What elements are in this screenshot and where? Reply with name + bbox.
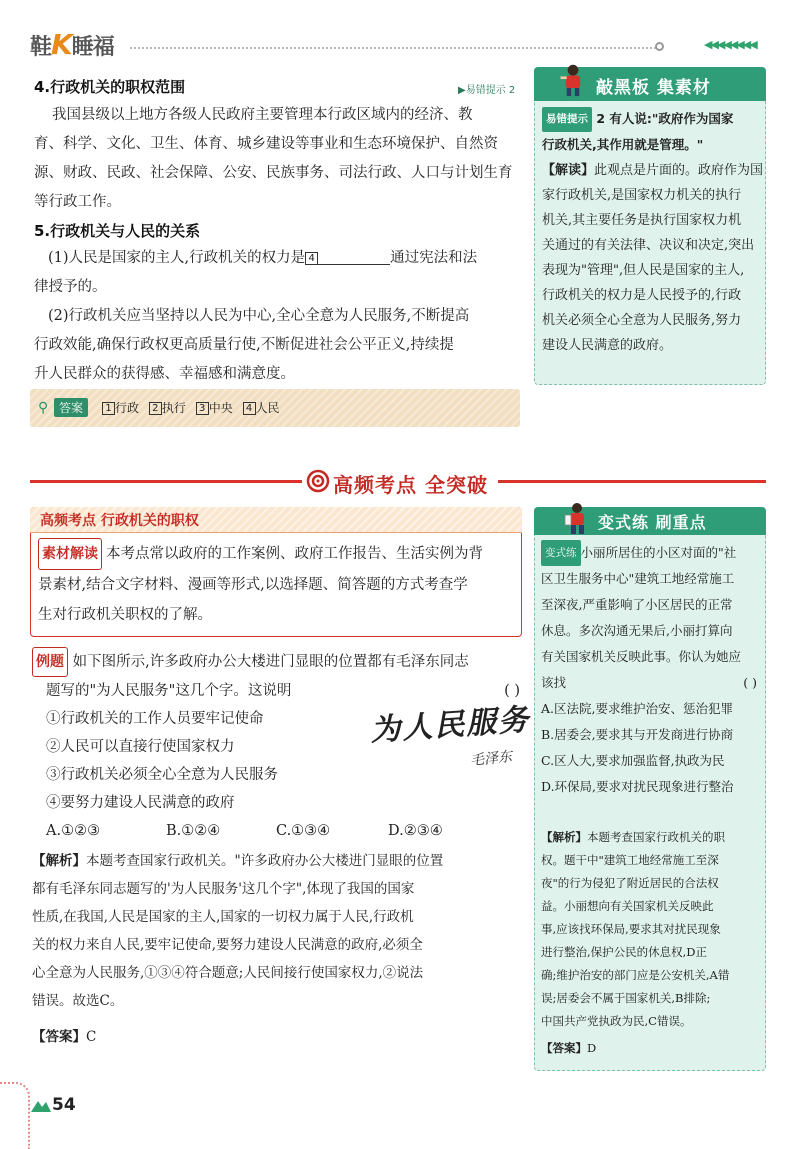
text-line: 建设人民满意的政府。 — [542, 338, 673, 353]
text-line: 心全意为人民服务,①③④符合题意;人民间接行使国家权力,②说法 — [32, 965, 424, 981]
text-line: 等行政工作。 — [34, 194, 121, 210]
section-4-body — [34, 101, 520, 217]
practice-option-b[interactable]: B.居委会,要求其与开发商进行协商 — [541, 727, 734, 742]
text-line: 家行政机关,是国家权力机关的执行 — [542, 188, 742, 203]
material-body — [38, 538, 516, 630]
text-line: 升人民群众的获得感、幸福感和满意度。 — [34, 366, 295, 382]
text-line: 进行整治,保护公民的休息权,D正 — [541, 945, 708, 959]
text-line: 机关,其主要任务是执行国家权力机 — [542, 213, 742, 228]
text-line: 误;居委会不属于国家机关,B排除; — [541, 991, 711, 1005]
example-option: ④要努力建设人民满意的政府 — [46, 795, 235, 811]
material-box-title: 高频考点 行政机关的职权 — [40, 513, 199, 529]
example-analysis — [32, 847, 522, 1051]
text-line: (2)行政机关应当坚持以人民为中心,全心全意为人民服务,不断提高 — [48, 308, 470, 324]
text-line: 育、科学、文化、卫生、体育、城乡建设等事业和生态环境保护、自然资 — [34, 136, 498, 152]
text-line: 表现为"管理",但人民是国家的主人, — [542, 263, 745, 278]
text-line: 【解读】此观点是片面的。政府作为国 — [542, 163, 764, 178]
practice-analysis — [541, 826, 763, 1060]
example-option: ②人民可以直接行使国家权力 — [46, 739, 235, 755]
choice-b[interactable]: B.①②④ — [166, 823, 221, 839]
text-line: 错误。故选C。 — [32, 993, 124, 1009]
text-line: 权。题干中"建筑工地经常施工至深 — [541, 853, 719, 867]
section-4-title: 4.行政机关的职权范围 — [34, 78, 186, 96]
practice-answer: 【答案】D — [541, 1041, 597, 1055]
calligraphy-image: 为人民服务 — [369, 702, 532, 749]
blank-number: 4 — [305, 252, 318, 265]
divider-title: 高频考点 全突破 — [333, 473, 488, 497]
example-tag: 例题 — [32, 647, 68, 677]
calligraphy-signature: 毛泽东 — [469, 748, 513, 770]
text-line: 性质,在我国,人民是国家的主人,国家的一切权力属于人民,行政机 — [32, 909, 414, 925]
practice-panel-header — [534, 507, 766, 535]
answer-text: 执行 — [161, 401, 186, 415]
target-icon — [306, 469, 330, 493]
example-option: ③行政机关必须全心全意为人民服务 — [46, 767, 278, 783]
panel1-question: 易错提示 2 有人说:"政府作为国家 行政机关,其作用就是管理。" — [542, 106, 762, 157]
answer-num: 1 — [102, 402, 115, 415]
section-5-title: 5.行政机关与人民的关系 — [34, 222, 201, 240]
key-icon: ⚲ — [38, 400, 49, 416]
header-dotted-rule — [130, 47, 660, 49]
choice-d[interactable]: D.②③④ — [388, 823, 443, 839]
text-line: 变式练 小丽所居住的小区对面的"社 — [541, 540, 763, 566]
footer-decoration — [0, 1082, 30, 1149]
text-line: 益。小丽想向有关国家机关反映此 — [541, 899, 714, 913]
text-line: 【解析】本题考查国家行政机关。"许多政府办公大楼进门显眼的位置 — [32, 853, 444, 869]
text-line: 确;维护治安的部门应是公安机关,A错 — [541, 968, 730, 982]
answer-num: 3 — [196, 402, 209, 415]
section-divider — [30, 466, 766, 496]
text-line: 题写的"为人民服务"这几个字。这说明 ( ) — [32, 677, 520, 705]
text-line: 休息。多次沟通无果后,小丽打算向 — [541, 623, 733, 638]
answer-items — [96, 399, 280, 416]
student-figure-icon — [562, 501, 592, 535]
answer-label: 答案 — [54, 398, 88, 417]
answer-num: 4 — [243, 402, 256, 415]
material-tag: 素材解读 — [38, 538, 102, 570]
answer-bracket[interactable]: ( ) — [743, 675, 757, 690]
text-line: 关的权力来自人民,要牢记使命,要努力建设人民满意的政府,必须全 — [32, 937, 423, 953]
text-line: 行政机关,其作用就是管理。" — [542, 137, 704, 152]
answer-text: 中央 — [208, 401, 233, 415]
text-line: 关通过的有关法律、决议和决定,突出 — [542, 238, 755, 253]
text-line: 我国县级以上地方各级人民政府主要管理本行政区域内的经济、教 — [52, 107, 473, 123]
blackboard-panel-title: 敲黑板 集素材 — [596, 78, 711, 98]
text-line: 中国共产党执政为民,C错误。 — [541, 1014, 692, 1028]
page-header — [0, 0, 800, 70]
text-line: 事,应该找环保局,要求其对扰民现象 — [541, 922, 721, 936]
arrows-decoration-icon: ◀◀◀◀◀◀◀◀ — [704, 38, 756, 51]
example-question — [32, 647, 520, 845]
text-line: 至深夜,严重影响了小区居民的正常 — [541, 597, 733, 612]
practice-option-d[interactable]: D.环保局,要求对扰民现象进行整治 — [541, 779, 734, 794]
answer-bar — [30, 389, 520, 427]
section-5-body — [34, 244, 520, 389]
text-line: 源、财政、民政、社会保障、公安、民族事务、司法行政、人口与计划生育 — [34, 165, 513, 181]
blackboard-panel-header — [534, 67, 766, 101]
brand-logo: 鞋K睡福 — [30, 28, 114, 61]
header-ring-icon — [655, 42, 664, 51]
mistake-tip-tag: 易错提示 — [542, 107, 592, 132]
text-line: 生对行政机关职权的了解。 — [38, 607, 212, 623]
answer-text: 行政 — [115, 401, 140, 415]
text-line: 该找 ( ) — [541, 670, 763, 696]
answer-num: 2 — [149, 402, 162, 415]
text-line: 律授予的。 — [34, 279, 107, 295]
text-line: 有关国家机关反映此事。你认为她应 — [541, 649, 742, 664]
hint-link[interactable]: ▶易错提示 2 — [458, 85, 516, 96]
page-badge-icon — [30, 1098, 52, 1114]
text-line: 景素材,结合文字材料、漫画等形式,以选择题、简答题的方式考查学 — [38, 577, 468, 593]
fill-blank[interactable] — [318, 249, 390, 265]
page-number: 54 — [52, 1095, 76, 1115]
text-line: 例题 如下图所示,许多政府办公大楼进门显眼的位置都有毛泽东同志 — [32, 647, 520, 677]
example-option: ①行政机关的工作人员要牢记使命 — [46, 711, 264, 727]
panel1-reading — [542, 158, 764, 358]
practice-panel-title: 变式练 刷重点 — [598, 513, 707, 532]
text-line: 行政机关的权力是人民授予的,行政 — [542, 288, 742, 303]
answer-bracket[interactable]: ( ) — [504, 683, 520, 699]
example-answer: 【答案】C — [32, 1029, 97, 1045]
text-line: 【解析】本题考查国家行政机关的职 — [541, 830, 725, 844]
teacher-figure-icon — [556, 63, 590, 97]
answer-text: 人民 — [255, 401, 280, 415]
choice-a[interactable]: A.①②③ — [46, 823, 101, 839]
choice-c[interactable]: C.①③④ — [276, 823, 331, 839]
example-choices — [32, 817, 520, 845]
text-line: 区卫生服务中心"建筑工地经常施工 — [541, 571, 735, 586]
text-line: 行政效能,确保行政权更高质量行使,不断促进社会公平正义,持续提 — [34, 337, 454, 353]
practice-question — [541, 540, 763, 800]
practice-option-c[interactable]: C.区人大,要求加强监督,执政为民 — [541, 753, 725, 768]
text-line: 机关必须全心全意为人民服务,努力 — [542, 313, 742, 328]
text-line: 夜"的行为侵犯了附近居民的合法权 — [541, 876, 719, 890]
practice-option-a[interactable]: A.区法院,要求维护治安、惩治犯罪 — [541, 701, 733, 716]
material-box-header — [30, 507, 522, 533]
text-line: 都有毛泽东同志题写的'为人民服务'这几个字",体现了我国的国家 — [32, 881, 415, 897]
text-line: (1)人民是国家的主人,行政机关的权力是 4 通过宪法和法 — [48, 250, 478, 266]
practice-tag: 变式练 — [541, 540, 581, 566]
text-line: 素材解读 本考点常以政府的工作案例、政府工作报告、生活实例为背 — [38, 538, 516, 570]
